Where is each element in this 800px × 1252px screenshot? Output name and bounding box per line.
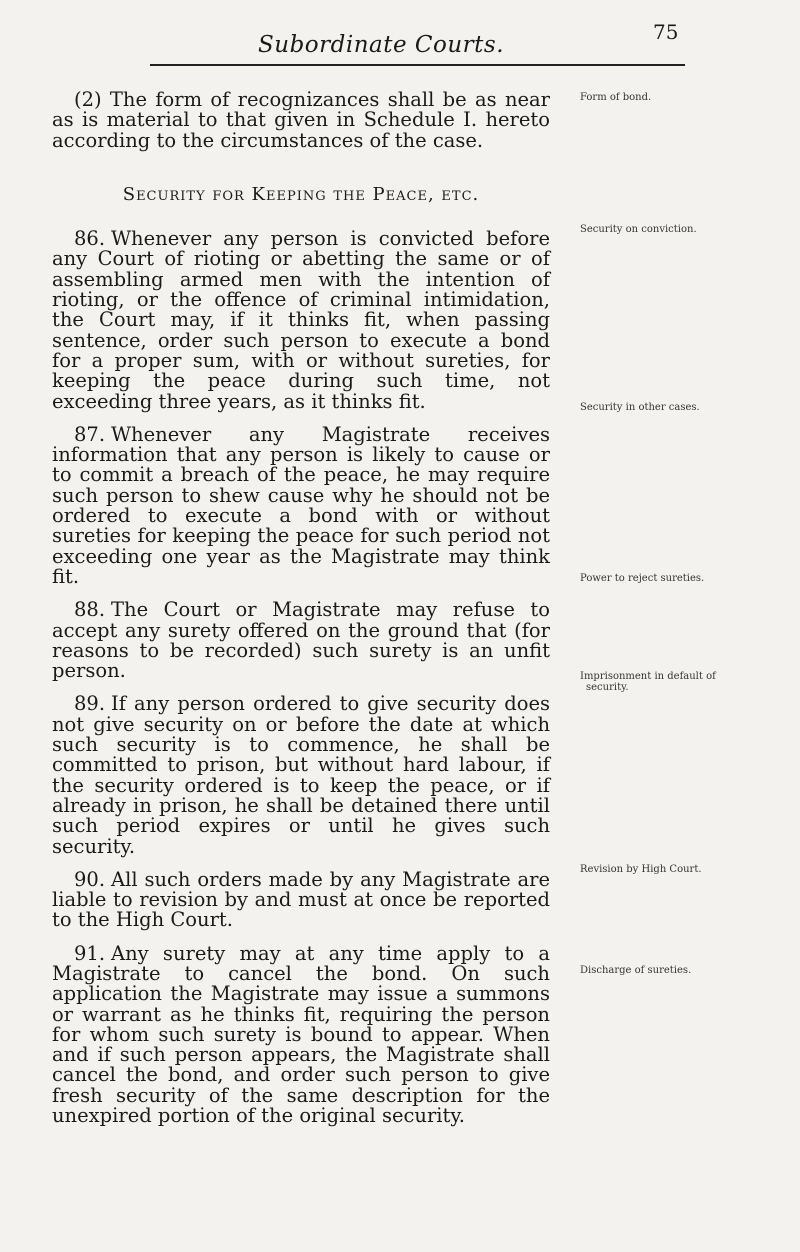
section-number: 91. xyxy=(74,941,106,965)
body-text xyxy=(52,90,550,1139)
section-text: Whenever any person is convicted before any Court of rioting or abetting the same or of assembling armed men with the intention of rioting, or the offence of criminal intimidation, the Court may, if it thinks fit, when passing sentence, order such person to execute a bond for a proper sum, with or without sureties, for keeping the peace during such time, not exceeding three years, as it thinks fit. xyxy=(52,227,550,413)
section-text: The Court or Magistrate may refuse to accept any surety offered on the ground that (for reasons to be recorded) such surety is an unfit person. xyxy=(52,598,550,683)
margin-note-power-to-reject: Power to reject sureties. xyxy=(580,573,705,584)
margin-note-security-other-cases: Security in other cases. xyxy=(580,402,700,413)
section-86 xyxy=(52,229,550,412)
section-number: 86. xyxy=(74,227,106,251)
margin-note-form-of-bond: Form of bond. xyxy=(580,92,652,103)
running-title: Subordinate Courts. xyxy=(258,32,505,58)
section-text: Any surety may at any time apply to a Magistrate to cancel the bond. On such application the Magistrate may issue a summons or warrant as he thinks fit, requiring the person for whom such surety is bound to appear. When and if such person appears, the Magistrate shall cancel the bond, and order such person to give fresh security of the same description for the unexpired portion of the original security. xyxy=(52,941,550,1128)
section-87 xyxy=(52,422,550,588)
section-number: 90. xyxy=(74,867,106,891)
section-text: All such orders made by any Magistrate are liable to revision by and must at once be reported to the High Court. xyxy=(52,867,550,932)
margin-note-discharge-sureties: Discharge of sureties. xyxy=(580,965,692,976)
section-text: Whenever any Magistrate receives information that any person is likely to cause or to commit a breach of the peace, he may require such person to shew cause why he should not be ordered to execute a bond with or without sureties for keeping the peace for such period not exceeding one year as the Magistrate may think fit. xyxy=(52,422,550,588)
section-89 xyxy=(52,694,550,856)
section-heading: Security for Keeping the Peace, etc. xyxy=(122,183,480,205)
section-91 xyxy=(52,941,550,1128)
section-number: 89. xyxy=(74,692,106,716)
page-header xyxy=(0,18,800,78)
header-rule xyxy=(150,64,685,66)
page-number: 75 xyxy=(653,20,679,44)
margin-note-imprisonment-default: Imprisonment in default of security. xyxy=(580,671,716,693)
section-number: 87. xyxy=(74,422,106,446)
section-88 xyxy=(52,600,550,681)
margin-note-security-on-conviction: Security on conviction. xyxy=(580,224,697,235)
margin-note-revision-high-court: Revision by High Court. xyxy=(580,864,702,875)
section-text: If any person ordered to give security does not give security on or before the date at which such security is to commence, he shall be committed to prison, but without hard labour, if the security ordered is to keep the peace, or if already in prison, he shall be detained there until such period expires or until he gives such security. xyxy=(52,692,550,858)
section-number: 88. xyxy=(74,598,106,622)
section-90 xyxy=(52,867,550,932)
intro-paragraph: (2) The form of recognizances shall be as near as is material to that given in Schedule I. hereto according to the circumstances of the case. xyxy=(52,88,550,152)
